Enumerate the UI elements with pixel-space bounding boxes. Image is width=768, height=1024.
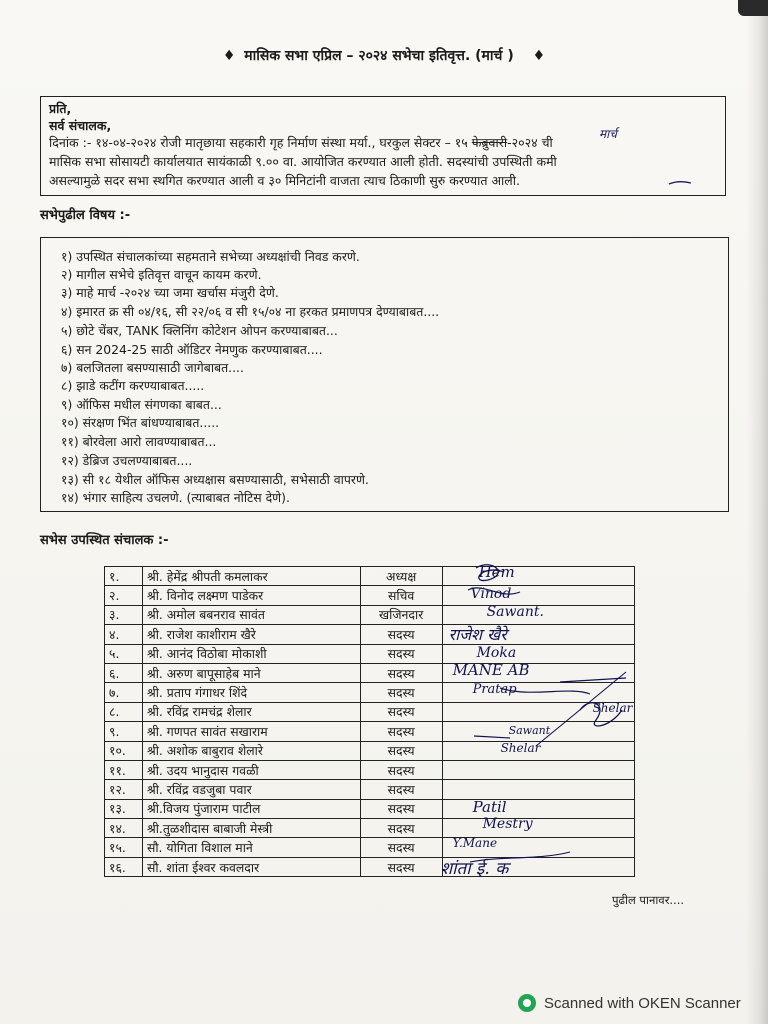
member-role: सदस्य: [360, 663, 442, 682]
row-number: ६.: [105, 663, 143, 682]
member-role: सदस्य: [360, 760, 442, 779]
row-number: ८.: [105, 702, 143, 721]
member-name: सौ. योगिता विशाल माने: [142, 838, 360, 857]
continued-note: पुढील पानावर....: [612, 893, 685, 907]
row-number: १६.: [105, 857, 143, 876]
row-number: ७.: [105, 683, 143, 702]
member-role: खजिनदार: [360, 605, 442, 624]
letter-salutation: प्रति,: [49, 101, 72, 116]
signature-flourishes: [440, 560, 640, 890]
signature: Shelar: [592, 700, 633, 715]
row-number: ५.: [105, 644, 143, 663]
member-role: सदस्य: [360, 819, 442, 838]
member-name: श्री. रविंद्र रामचंद्र शेलार: [142, 702, 360, 721]
signature: Moka: [476, 644, 517, 661]
member-name: श्री. गणपत सावंत सखाराम: [142, 722, 360, 741]
member-role: सदस्य: [360, 799, 442, 818]
member-role: सदस्य: [360, 625, 442, 644]
agenda-item: ३) माहे मार्च -२०२४ च्या जमा खर्चास मंजुरी देणे.: [61, 285, 279, 300]
agenda-item: १४) भंगार साहित्य उचलणे. (त्याबाबत नोटिस देणे).: [61, 490, 290, 505]
signature: शांता ई. क: [440, 858, 509, 879]
member-name: श्री. अशोक बाबुराव शेलारे: [142, 741, 360, 760]
signature: Vinod: [470, 586, 512, 603]
row-number: १०.: [105, 741, 143, 760]
agenda-item: १२) डेब्रिज उचलण्याबाबत....: [61, 453, 193, 468]
letter-line-date: [49, 134, 553, 151]
agenda-item: १०) संरक्षण भिंत बांधण्याबाबत.....: [61, 415, 220, 430]
letter-date-text: दिनांक :- १४-०४-२०२४ रोजी मातृछाया सहकारी गृह निर्माण संस्था मर्या., घरकुल सेक्टर – १५: [49, 135, 472, 150]
signature: Sawant.: [486, 603, 544, 620]
member-name: श्री. अमोल बबनराव सावंत: [142, 605, 360, 624]
oken-scanner-logo-icon: [518, 994, 536, 1012]
row-number: ३.: [105, 605, 143, 624]
attendance-heading: सभेस उपस्थित संचालक :-: [40, 533, 169, 548]
signature: MANE AB: [452, 660, 530, 679]
page-corner-shadow: [738, 0, 768, 16]
signature: Hem: [478, 563, 515, 581]
agenda-item: ५) छोटे चेंबर, TANK क्लिनिंग कोटेशन ओपन करण्याबाबत...: [61, 323, 338, 338]
signature: Mestry: [482, 816, 533, 833]
member-name: श्री. उदय भानुदास गवळी: [142, 760, 360, 779]
letter-line-adjourned: असल्यामुळे सदर सभा स्थगित करण्यात आली व ३० मिनिटांनी वाजता त्याच ठिकाणी सुरु करण्यात आली.: [49, 173, 520, 188]
scanner-label: Scanned with OKEN Scanner: [544, 994, 741, 1012]
letter-box: [40, 96, 726, 196]
member-role: सदस्य: [360, 702, 442, 721]
member-name: श्री.तुळशीदास बाबाजी मेस्त्री: [142, 819, 360, 838]
member-role: सदस्य: [360, 780, 442, 799]
row-number: २.: [105, 586, 143, 605]
signature: राजेश खैरे: [448, 625, 507, 645]
scanner-footer: [518, 992, 741, 1014]
member-name: श्री. विनोद लक्ष्मण पाडेकर: [142, 586, 360, 605]
member-name: श्री.विजय पुंजाराम पाटील: [142, 799, 360, 818]
agenda-item: ९) ऑफिस मधील संगणका बाबत...: [61, 397, 222, 412]
member-name: सौ. शांता ईश्वर कवलदार: [142, 857, 360, 876]
agenda-item: ११) बोरवेला आरो लावण्याबाबत...: [61, 434, 217, 449]
agenda-item: ८) झाडे कटींग करण्याबाबत.....: [61, 378, 205, 393]
diamond-icon: ♦: [222, 48, 236, 64]
agenda-item: ७) बलजितला बसण्यासाठी जागेबाबत....: [61, 360, 244, 375]
row-number: १३.: [105, 799, 143, 818]
letter-addressee: सर्व संचालक,: [49, 118, 112, 133]
handwritten-month-correction: मार्च: [599, 127, 617, 141]
member-role: सदस्य: [360, 644, 442, 663]
member-name: श्री. प्रताप गंगाधर शिंदे: [142, 683, 360, 702]
row-number: १५.: [105, 838, 143, 857]
page-title: [0, 46, 768, 65]
page-edge-shadow: [746, 0, 768, 1024]
member-role: सदस्य: [360, 683, 442, 702]
agenda-item: १३) सी १८ येथील ऑफिस अध्यक्षास बसण्यासाठी, सभेसाठी वापरणे.: [61, 472, 369, 487]
agenda-item: ४) इमारत क्र सी ०४/१६, सी २२/०६ व सी १५/०४ ना हरकत प्रमाणपत्र देण्याबाबत....: [61, 304, 440, 319]
member-name: श्री. रविंद्र वडजुबा पवार: [142, 780, 360, 799]
member-name: श्री. अरुण बापूसाहेब माने: [142, 663, 360, 682]
member-role: सदस्य: [360, 857, 442, 876]
diamond-icon: ♦: [532, 48, 546, 64]
handwritten-dash-mark: [667, 179, 693, 187]
member-name: श्री. राजेश काशीराम खैरे: [142, 625, 360, 644]
row-number: १२.: [105, 780, 143, 799]
member-role: सदस्य: [360, 838, 442, 857]
agenda-box: [40, 237, 729, 512]
signature: Shelar: [500, 740, 541, 755]
member-role: सचिव: [360, 586, 442, 605]
member-name: श्री. आनंद विठोबा मोकाशी: [142, 644, 360, 663]
letter-line-meeting: मासिक सभा सोसायटी कार्यालयात सायंकाळी ९.०० वा. आयोजित करण्यात आली होती. सदस्यांची उपस्थिती कमी: [49, 154, 557, 169]
row-number: १४.: [105, 819, 143, 838]
agenda-item: २) मागील सभेचे इतिवृत्त वाचून कायम करणे.: [61, 267, 262, 282]
row-number: ११.: [105, 760, 143, 779]
row-number: १.: [105, 567, 143, 586]
title-text: मासिक सभा एप्रिल – २०२४ सभेचा इतिवृत्त. (मार्च ): [244, 48, 514, 64]
agenda-item: १) उपस्थित संचालकांच्या सहमताने सभेच्या अध्यक्षांची निवड करणे.: [61, 249, 360, 264]
signature: Sawant: [508, 724, 551, 738]
signature: Pratap: [472, 682, 517, 698]
row-number: ९.: [105, 722, 143, 741]
member-name: श्री. हेमेंद्र श्रीपती कमलाकर: [142, 567, 360, 586]
letter-date-suffix: -२०२४ ची: [507, 135, 553, 150]
member-role: सदस्य: [360, 741, 442, 760]
struck-month: फेब्रुवारी: [471, 135, 508, 150]
member-role: अध्यक्ष: [360, 567, 442, 586]
agenda-item: ६) सन 2024-25 साठी ऑडिटर नेमणुक करण्याबाबत....: [61, 342, 323, 357]
row-number: ४.: [105, 625, 143, 644]
agenda-heading: सभेपुढील विषय :-: [40, 208, 131, 223]
member-role: सदस्य: [360, 722, 442, 741]
signature: Patil: [472, 797, 507, 816]
signature: Y.Mane: [452, 836, 498, 851]
